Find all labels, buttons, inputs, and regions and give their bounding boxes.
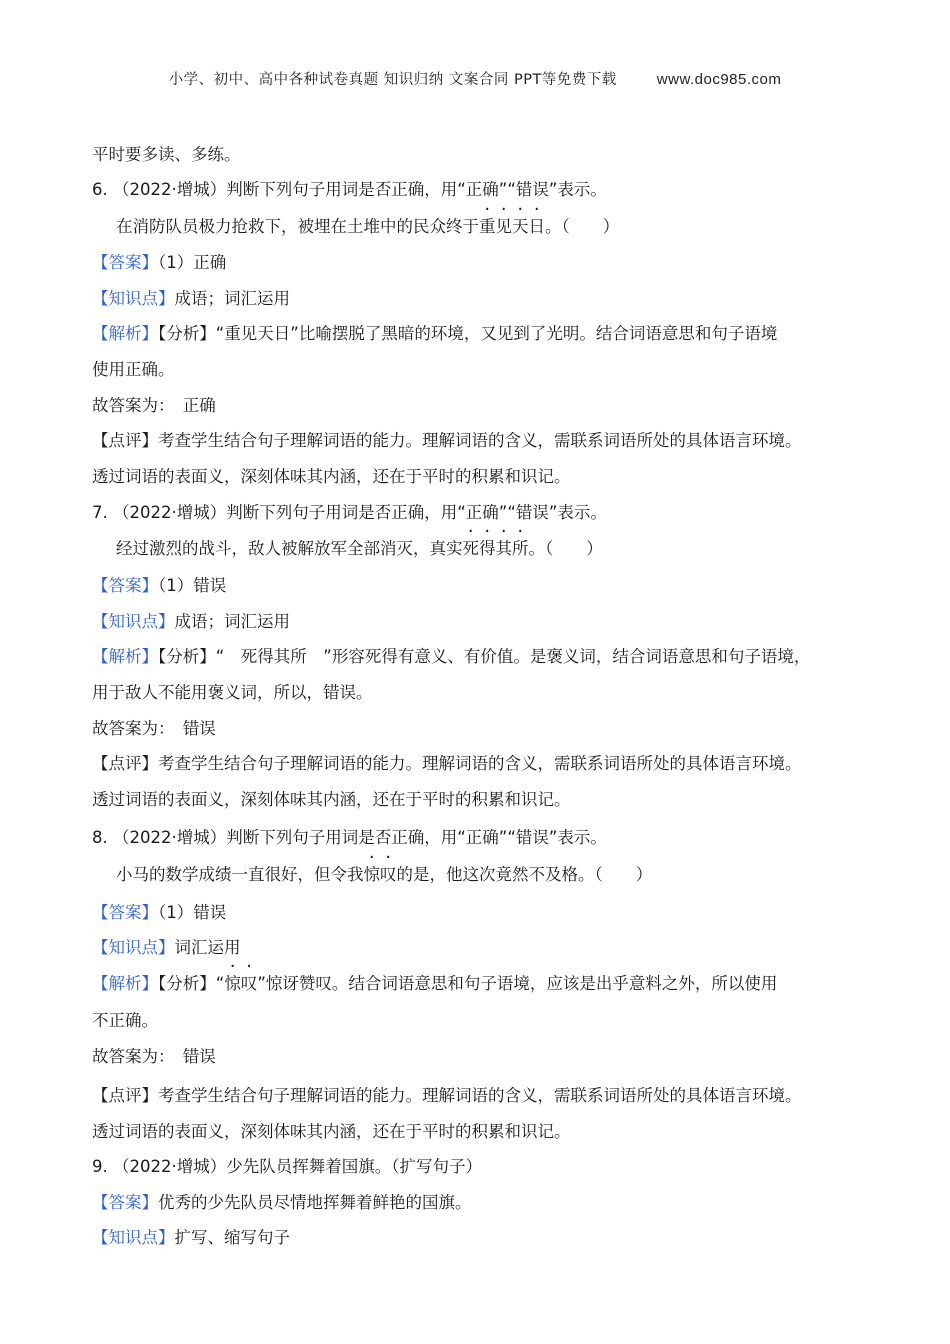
sentence-text: 小马的数学成绩一直很好，但令我 [116, 865, 364, 884]
dotted-char: 得 [479, 539, 496, 558]
answer-line [92, 901, 226, 925]
answer-line [92, 1191, 472, 1215]
answer-tag: 【答案】 [92, 1193, 158, 1212]
header-text: 小学、初中、高中各种试卷真题 知识归纳 文案合同 PPT等免费下载 [168, 72, 617, 88]
knowledge-line [92, 610, 290, 634]
sentence-text: 。（ ） [528, 539, 603, 558]
analysis-line [92, 972, 777, 996]
knowledge-line [92, 287, 290, 311]
comment-tag: 【点评】 [92, 431, 158, 450]
analysis-text: 【分析】“ 死得其所 ”形容死得有意义、有价值。是褒义词，结合词语意思和句子语境， [158, 647, 811, 666]
sentence-text: 在消防队员极力抢救下，被埋在土堆中的民众终于 [116, 217, 479, 236]
dotted-char: 惊 [363, 865, 380, 884]
answer-line [92, 251, 226, 275]
answer-tag: 【答案】 [92, 903, 158, 922]
dotted-char: 见 [495, 217, 512, 236]
knowledge-tag: 【知识点】 [92, 1228, 175, 1247]
comment-line [92, 1084, 802, 1108]
analysis-line-2: 使用正确。 [92, 360, 175, 379]
answer-tag: 【答案】 [92, 576, 158, 595]
dotted-char: 叹 [380, 865, 397, 884]
dotted-char: 其 [495, 539, 512, 558]
question-8-title: 8. （2022·增城）判断下列句子用词是否正确，用“正确”“错误”表示。 [92, 828, 607, 847]
comment-line [92, 752, 802, 776]
answer-line [92, 574, 226, 598]
analysis-text: 【分析】“ [158, 974, 225, 993]
analysis-text: 【分析】“重见天日”比喻摆脱了黑暗的环境，又见到了光明。结合词语意思和句子语境 [158, 324, 778, 343]
comment-text: 考查学生结合句子理解词语的能力。理解词语的含义，需联系词语所处的具体语言环境。 [158, 1086, 802, 1105]
question-9-title: 9. （2022·增城）少先队员挥舞着国旗。（扩写句子） [92, 1157, 482, 1176]
analysis-text: ”惊讶赞叹。结合词语意思和句子语境，应该是出乎意料之外，所以使用 [257, 974, 778, 993]
dotted-char: 天 [512, 217, 529, 236]
comment-tag: 【点评】 [92, 1086, 158, 1105]
dotted-char: 重 [479, 217, 496, 236]
knowledge-tag: 【知识点】 [92, 612, 175, 631]
comment-text: 考查学生结合句子理解词语的能力。理解词语的含义，需联系词语所处的具体语言环境。 [158, 754, 802, 773]
question-7-sentence [116, 537, 603, 561]
dotted-char: 所 [512, 539, 529, 558]
knowledge-text: 成语；词汇运用 [174, 612, 290, 631]
analysis-line-2: 用于敌人不能用褒义词，所以，错误。 [92, 683, 373, 702]
dotted-char: 惊 [224, 974, 241, 993]
sentence-text: 经过激烈的战斗，敌人被解放军全部消灭，真实 [116, 539, 463, 558]
question-7-title: 7. （2022·增城）判断下列句子用词是否正确，用“正确”“错误”表示。 [92, 503, 607, 522]
analysis-line [92, 322, 777, 346]
final-answer-line: 故答案为： 正确 [92, 396, 216, 415]
answer-text: （1）错误 [158, 576, 227, 595]
question-6-sentence [116, 215, 619, 239]
comment-text: 考查学生结合句子理解词语的能力。理解词语的含义，需联系词语所处的具体语言环境。 [158, 431, 802, 450]
question-8-sentence [116, 863, 652, 887]
analysis-tag: 【解析】 [92, 647, 158, 666]
dotted-char: 日 [528, 217, 545, 236]
final-answer-line: 故答案为： 错误 [92, 719, 216, 738]
comment-tag: 【点评】 [92, 754, 158, 773]
knowledge-tag: 【知识点】 [92, 938, 175, 957]
analysis-line [92, 645, 810, 669]
knowledge-line [92, 936, 241, 960]
answer-text: （1）正确 [158, 253, 227, 272]
answer-text: （1）错误 [158, 903, 227, 922]
knowledge-text: 成语；词汇运用 [174, 289, 290, 308]
comment-line-2: 透过词语的表面义，深刻体味其内涵，还在于平时的积累和识记。 [92, 467, 571, 486]
answer-tag: 【答案】 [92, 253, 158, 272]
comment-line-2: 透过词语的表面义，深刻体味其内涵，还在于平时的积累和识记。 [92, 790, 571, 809]
question-6-title: 6. （2022·增城）判断下列句子用词是否正确，用“正确”“错误”表示。 [92, 180, 607, 199]
analysis-tag: 【解析】 [92, 974, 158, 993]
dotted-char: 死 [462, 539, 479, 558]
header-site: www.doc985.com [656, 71, 782, 88]
comment-line [92, 429, 802, 453]
knowledge-text: 词汇运用 [174, 938, 241, 957]
knowledge-tag: 【知识点】 [92, 289, 175, 308]
knowledge-line [92, 1226, 290, 1250]
knowledge-text: 扩写、缩写句子 [174, 1228, 290, 1247]
final-answer-line: 故答案为： 错误 [92, 1047, 216, 1066]
sentence-text: 。（ ） [545, 217, 620, 236]
analysis-tag: 【解析】 [92, 324, 158, 343]
analysis-line-2: 不正确。 [92, 1011, 158, 1030]
sentence-text: 的是，他这次竟然不及格。（ ） [396, 865, 653, 884]
answer-text: 优秀的少先队员尽情地挥舞着鲜艳的国旗。 [158, 1193, 472, 1212]
page-header [0, 68, 950, 89]
comment-line-2: 透过词语的表面义，深刻体味其内涵，还在于平时的积累和识记。 [92, 1122, 571, 1141]
dotted-char: 叹 [240, 974, 258, 993]
text-line: 平时要多读、多练。 [92, 145, 241, 164]
